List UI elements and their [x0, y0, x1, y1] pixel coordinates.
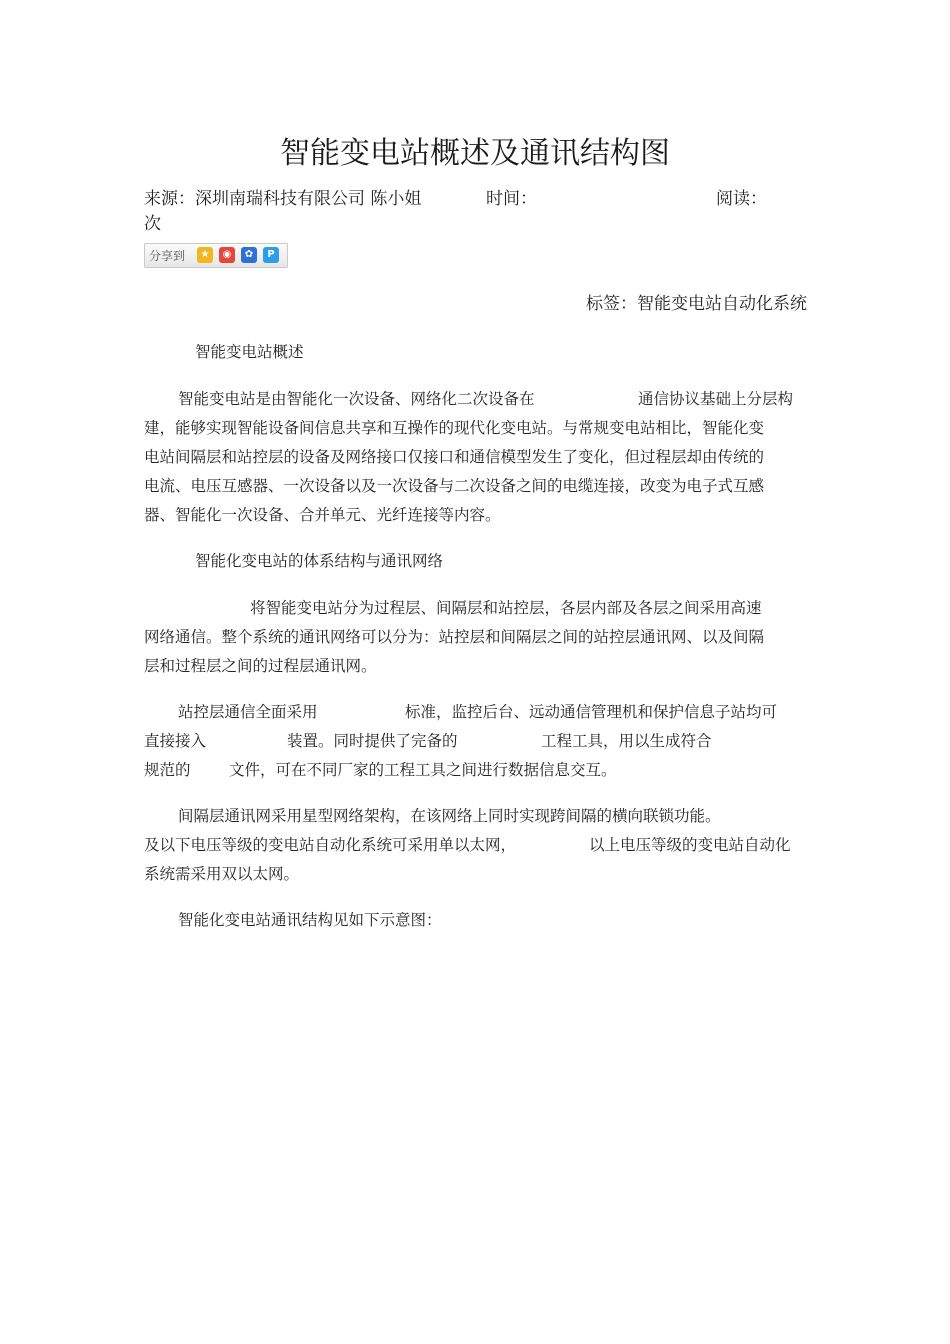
- tags-line[interactable]: 标签：智能变电站自动化系统: [586, 294, 807, 314]
- baidu-icon[interactable]: ✿: [241, 247, 257, 263]
- source-line: 来源：深圳南瑞科技有限公司 陈小姐: [144, 189, 422, 209]
- p2-line: 将智能变电站分为过程层、间隔层和站控层，各层内部及各层之间采用高速: [250, 599, 762, 617]
- p4-segment: 及以下电压等级的变电站自动化系统可采用单以太网，: [144, 836, 517, 854]
- p3-segment: 标准，监控后台、远动通信管理机和保护信息子站均可: [405, 703, 778, 721]
- p2-line: 网络通信。整个系统的通讯网络可以分为：站控层和间隔层之间的站控层通讯网、以及间隔: [144, 628, 765, 646]
- share-label: 分享到: [149, 249, 186, 263]
- p1-line: 器、智能化一次设备、合并单元、光纤连接等内容。: [144, 506, 501, 524]
- weibo-icon[interactable]: ◉: [219, 247, 235, 263]
- page-title: 智能变电站概述及通讯结构图: [280, 136, 670, 171]
- section-title-overview: 智能变电站概述: [195, 343, 304, 361]
- p2-line: 层和过程层之间的过程层通讯网。: [144, 657, 377, 675]
- qzone-icon[interactable]: ★: [197, 247, 213, 263]
- p3-segment: 装置。同时提供了完备的: [287, 732, 458, 750]
- p5-line: 智能化变电站通讯结构见如下示意图：: [178, 911, 442, 929]
- p4-segment: 以上电压等级的变电站自动化: [589, 836, 791, 854]
- time-label: 时间：: [486, 189, 537, 209]
- p1-line: 电站间隔层和站控层的设备及网络接口仅接口和通信模型发生了变化，但过程层却由传统的: [144, 448, 765, 466]
- reads-unit: 次: [144, 214, 161, 234]
- p3-segment: 工程工具，用以生成符合: [541, 732, 712, 750]
- reads-label: 阅读：: [716, 189, 767, 209]
- p3-segment: 站控层通信全面采用: [178, 703, 318, 721]
- p1-line: 建，能够实现智能设备间信息共享和互操作的现代化变电站。与常规变电站相比，智能化变: [144, 419, 765, 437]
- p1-line: 电流、电压互感器、一次设备以及一次设备与二次设备之间的电缆连接，改变为电子式互感: [144, 477, 765, 495]
- p1-line: 通信协议基础上分层构: [638, 390, 794, 408]
- section-title-architecture: 智能化变电站的体系结构与通讯网络: [195, 552, 444, 570]
- p3-segment: 文件，可在不同厂家的工程工具之间进行数据信息交互。: [229, 761, 617, 779]
- p3-segment: 规范的: [144, 761, 191, 779]
- p4-segment: 间隔层通讯网采用星型网络架构，在该网络上同时实现跨间隔的横向联锁功能。: [178, 807, 721, 825]
- p1-line: 智能变电站是由智能化一次设备、网络化二次设备在: [178, 390, 535, 408]
- share-bar[interactable]: [144, 243, 288, 268]
- pengyou-icon[interactable]: P: [263, 247, 279, 263]
- p4-segment: 系统需采用双以太网。: [144, 865, 300, 883]
- p3-segment: 直接接入: [144, 732, 207, 750]
